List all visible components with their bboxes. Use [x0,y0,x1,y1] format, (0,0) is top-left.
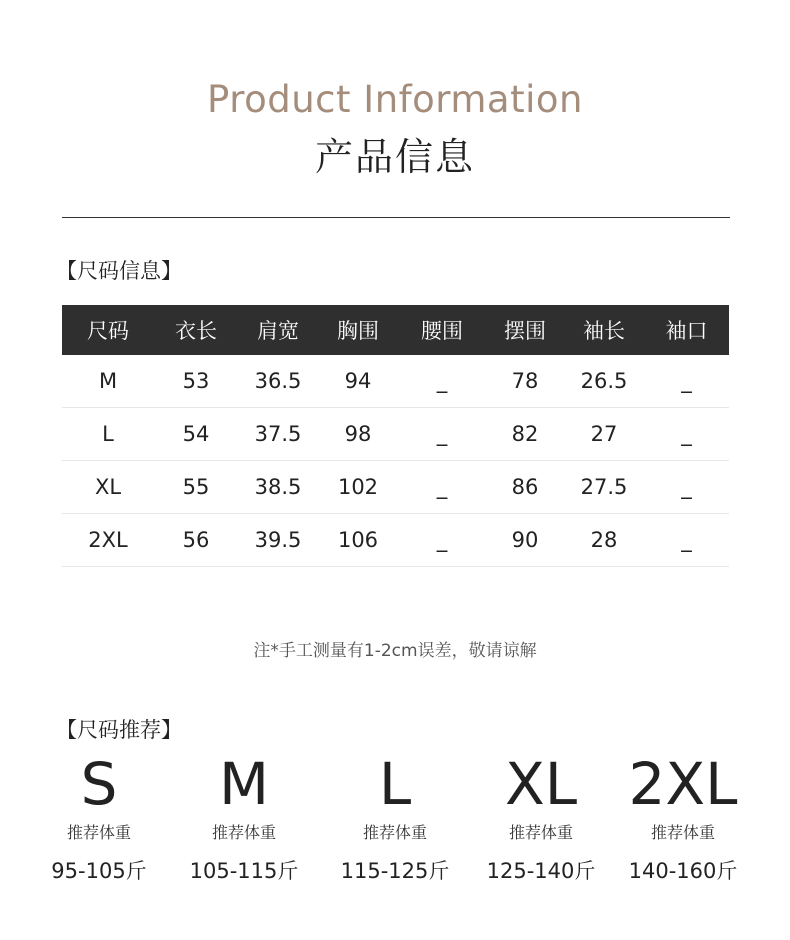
table-cell: _ [398,514,486,567]
table-cell: 54 [154,408,238,461]
measurement-note: 注*手工测量有1-2cm误差，敬请谅解 [253,641,537,661]
column-header: 肩宽 [238,305,318,355]
table-cell: 106 [318,514,398,567]
table-cell: XL [62,461,154,514]
recommend-item-2xl [608,752,758,885]
recommend-size: 2XL [628,750,738,818]
table-cell: 56 [154,514,238,567]
recommend-item-l [320,752,470,885]
table-cell: 37.5 [238,408,318,461]
table-cell: 2XL [62,514,154,567]
recommend-weight-range: 125-140斤 [486,859,596,883]
table-row [62,355,729,408]
title-chinese: 产品信息 [314,135,475,179]
recommend-weight-range: 95-105斤 [51,859,147,883]
table-cell: 55 [154,461,238,514]
table-cell: 38.5 [238,461,318,514]
table-row [62,514,729,567]
title-english: Product Information [207,78,583,121]
recommend-weight-label: 推荐体重 [650,823,715,842]
table-cell: 102 [318,461,398,514]
recommend-item-m [169,752,319,885]
column-header: 尺码 [62,305,154,355]
recommend-weight-label: 推荐体重 [66,823,131,842]
table-cell: 90 [486,514,564,567]
column-header: 袖口 [644,305,729,355]
column-header: 摆围 [486,305,564,355]
table-row [62,408,729,461]
table-cell: 27.5 [564,461,644,514]
table-cell: _ [644,355,729,408]
table-cell: 26.5 [564,355,644,408]
table-cell: 39.5 [238,514,318,567]
table-cell: _ [398,355,486,408]
table-cell: 27 [564,408,644,461]
table-cell: _ [398,461,486,514]
table-cell: 36.5 [238,355,318,408]
table-cell: 82 [486,408,564,461]
size-recommend-label: 【尺码推荐】 [56,718,182,742]
size-table [62,305,729,567]
recommend-weight-range: 105-115斤 [189,859,299,883]
recommend-weight-range: 115-125斤 [340,859,450,883]
divider [62,217,730,218]
size-recommendations [0,752,790,892]
size-info-label: 【尺码信息】 [56,259,182,283]
recommend-weight-label: 推荐体重 [508,823,573,842]
table-cell: 53 [154,355,238,408]
column-header: 衣长 [154,305,238,355]
table-cell: 86 [486,461,564,514]
recommend-item-s [24,752,174,885]
table-cell: M [62,355,154,408]
table-header-row [62,305,729,355]
recommend-size: L [378,750,412,818]
table-cell: 98 [318,408,398,461]
table-cell: _ [398,408,486,461]
table-cell: 28 [564,514,644,567]
recommend-weight-label: 推荐体重 [211,823,276,842]
table-row [62,461,729,514]
column-header: 胸围 [318,305,398,355]
recommend-size: S [80,750,118,818]
column-header: 袖长 [564,305,644,355]
recommend-item-xl [466,752,616,885]
table-cell: _ [644,514,729,567]
recommend-size: M [218,750,270,818]
column-header: 腰围 [398,305,486,355]
table-cell: 94 [318,355,398,408]
table-cell: L [62,408,154,461]
recommend-weight-label: 推荐体重 [362,823,427,842]
table-cell: _ [644,408,729,461]
recommend-size: XL [504,750,578,818]
table-cell: _ [644,461,729,514]
table-cell: 78 [486,355,564,408]
recommend-weight-range: 140-160斤 [628,859,738,883]
